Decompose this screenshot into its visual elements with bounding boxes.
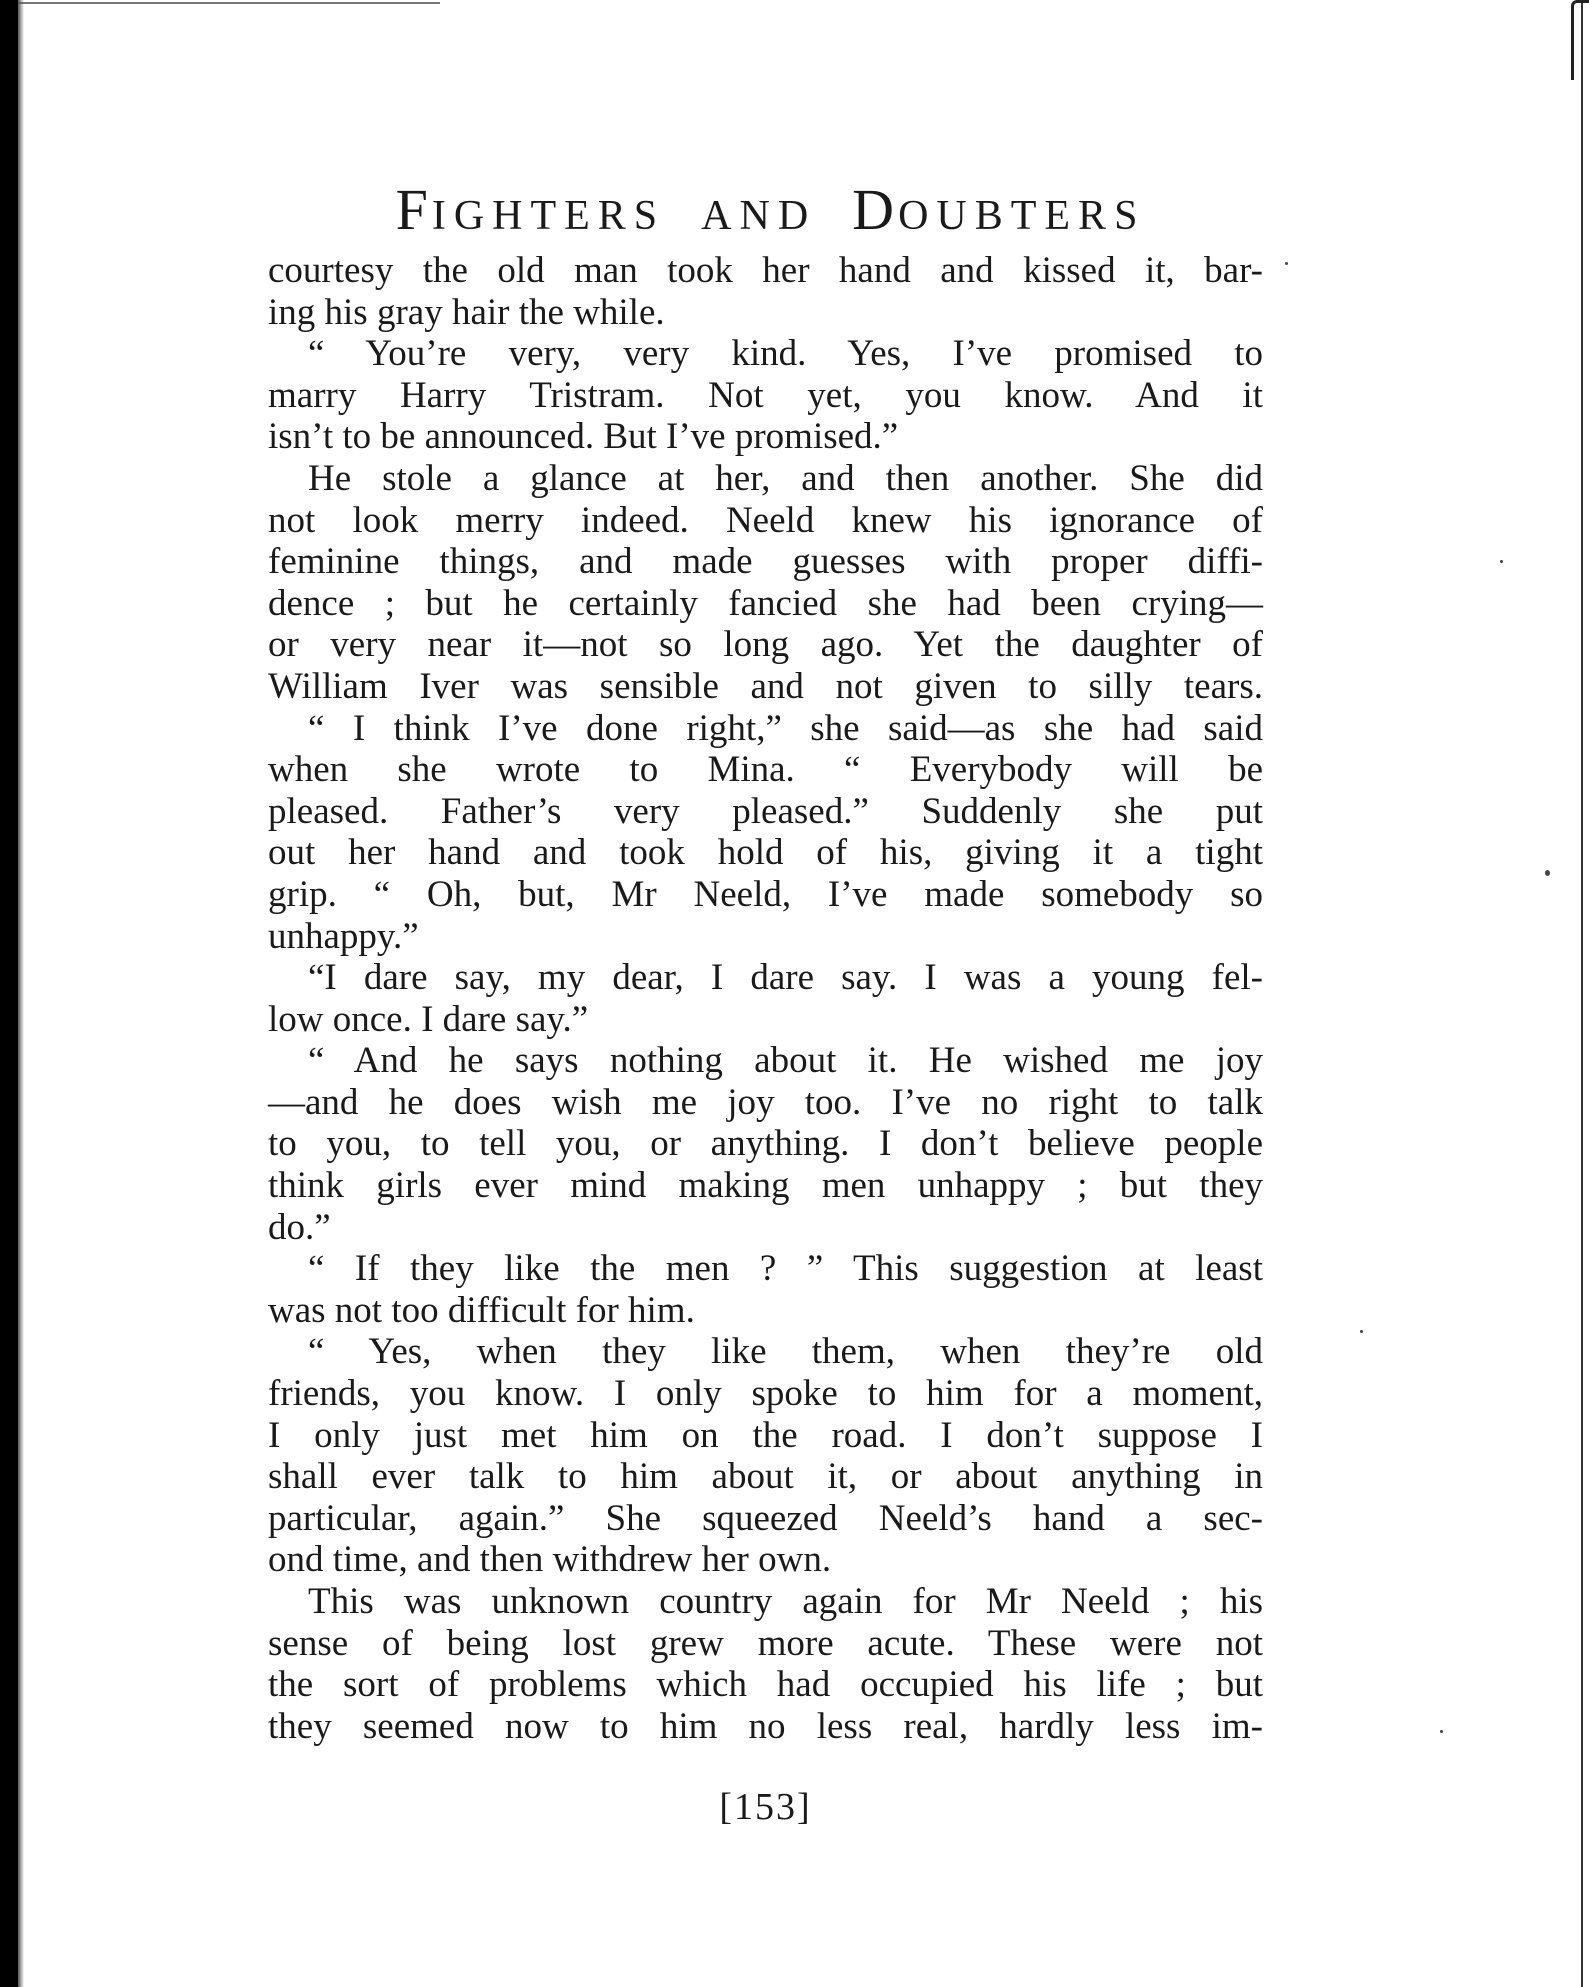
text-line: low once. I dare say.” [268, 998, 589, 1040]
spine-shadow [0, 0, 18, 1987]
scan-speck [1285, 262, 1288, 265]
scan-speck [1500, 560, 1503, 563]
body-text [268, 250, 1263, 1747]
text-line: when she wrote to Mina. “ Everybody will be [268, 749, 1263, 791]
text-line: friends, you know. I only spoke to him for a moment, [268, 1373, 1263, 1415]
running-head-word-3: OUBTERS [898, 193, 1146, 239]
running-head [268, 177, 1263, 246]
text-line: pleased. Father’s very pleased.” Suddenly she put [268, 790, 1263, 832]
text-line: was not too difficult for him. [268, 1289, 695, 1331]
scan-speck [1545, 870, 1550, 876]
text-line: I only just met him on the road. I don’t suppose I [268, 1414, 1263, 1456]
text-line: out her hand and took hold of his, giving it a tight [268, 832, 1263, 874]
text-line: ond time, and then withdrew her own. [268, 1539, 832, 1581]
scan-speck [1360, 1330, 1363, 1333]
text-line: isn’t to be announced. But I’ve promised.” [268, 416, 899, 458]
text-line: ing his gray hair the while. [268, 291, 665, 333]
page-number: [153] [719, 1786, 812, 1828]
text-line: they seemed now to him no less real, hardly less im- [268, 1705, 1263, 1747]
text-line: the sort of problems which had occupied his life ; but [268, 1664, 1263, 1706]
text-line: sense of being lost grew more acute. These were not [268, 1622, 1263, 1664]
text-line: “ You’re very, very kind. Yes, I’ve promised to [308, 333, 1263, 375]
text-line: marry Harry Tristram. Not yet, you know. And it [268, 374, 1263, 416]
text-line: unhappy.” [268, 915, 419, 957]
text-line: do.” [268, 1206, 331, 1248]
text-line: “ Yes, when they like them, when they’re old [308, 1331, 1263, 1373]
text-line: not look merry indeed. Neeld knew his ignorance of [268, 499, 1263, 541]
book-page [268, 177, 1263, 1828]
text-line: “ If they like the men ? ” This suggestion at least [308, 1248, 1263, 1290]
scan-top-rule [0, 2, 440, 4]
text-line: grip. “ Oh, but, Mr Neeld, I’ve made somebody so [268, 873, 1263, 915]
text-line: This was unknown country again for Mr Neeld ; his [308, 1581, 1263, 1622]
text-line: shall ever talk to him about it, or about anything in [268, 1456, 1263, 1498]
running-head-word-1: IGHTERS [431, 193, 666, 239]
spine-shadow-gradient [18, 0, 24, 1987]
text-line: to you, to tell you, or anything. I don’t believe people [268, 1123, 1263, 1165]
text-line: think girls ever mind making men unhappy ; but they [268, 1165, 1263, 1207]
running-head-word-2: AND [701, 193, 817, 239]
text-line: particular, again.” She squeezed Neeld’s hand a sec- [268, 1497, 1263, 1539]
scan-speck [1440, 1730, 1443, 1733]
text-line: He stole a glance at her, and then another. She did [308, 457, 1263, 499]
right-page-corner [1571, 0, 1589, 80]
text-line: dence ; but he certainly fancied she had been crying— [268, 582, 1263, 624]
text-line: “ I think I’ve done right,” she said—as she had said [308, 707, 1263, 749]
running-head-cap-2: D [852, 177, 899, 242]
text-line: “I dare say, my dear, I dare say. I was a young fel- [308, 957, 1263, 999]
text-line: or very near it—not so long ago. Yet the daughter of [268, 624, 1263, 666]
right-page-edge [1581, 0, 1589, 1987]
running-head-cap-1: F [395, 177, 432, 242]
text-line: feminine things, and made guesses with proper diffi- [268, 541, 1263, 583]
text-line: courtesy the old man took her hand and kissed it, bar- [268, 250, 1263, 291]
text-line: William Iver was sensible and not given to silly tears. [268, 665, 1263, 707]
text-line: “ And he says nothing about it. He wished me joy [308, 1040, 1263, 1082]
text-line: —and he does wish me joy too. I’ve no right to talk [268, 1081, 1263, 1123]
